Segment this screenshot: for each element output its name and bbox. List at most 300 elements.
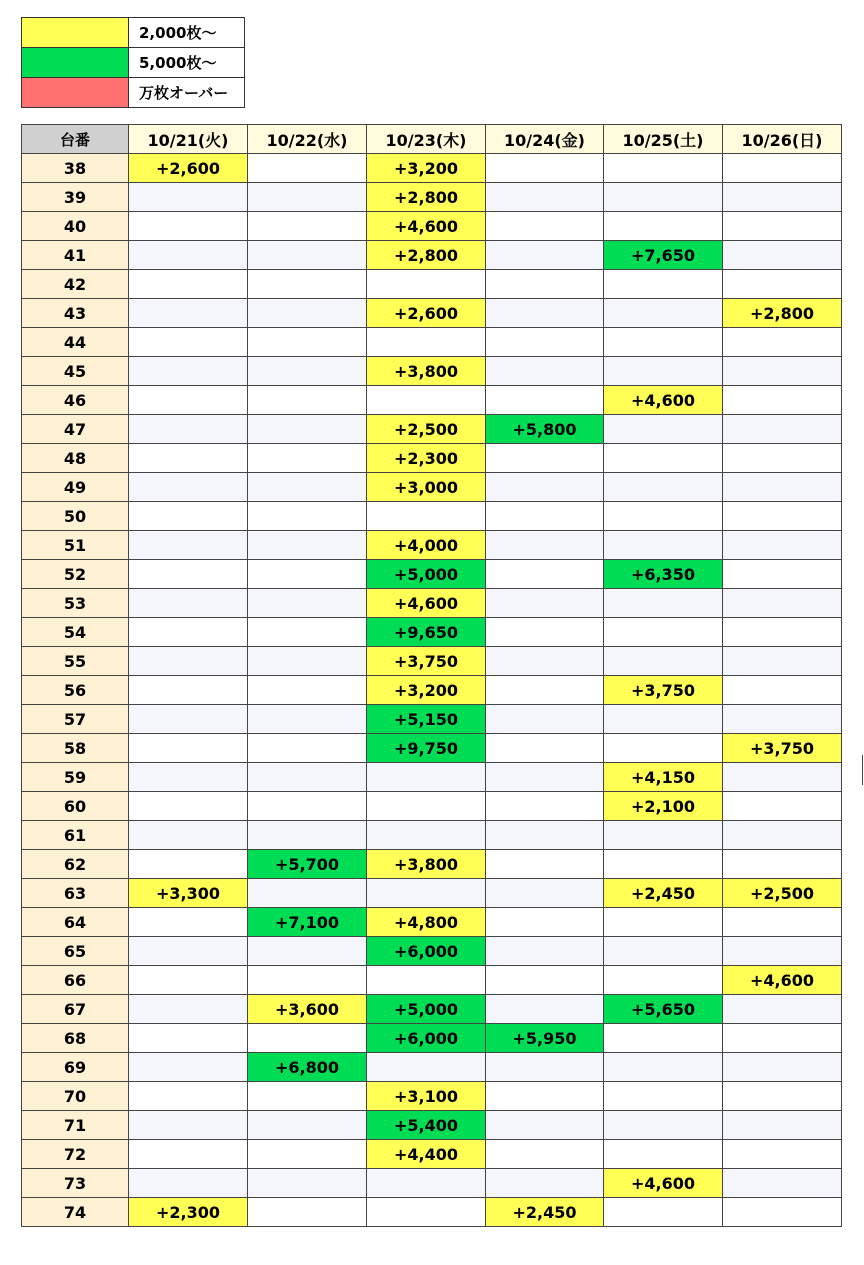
date-header: 10/21(火): [129, 125, 248, 154]
result-cell: +7,650: [604, 241, 723, 270]
table-row: [22, 531, 842, 560]
result-cell: [723, 1082, 842, 1111]
result-cell: [604, 908, 723, 937]
result-cell: [486, 444, 604, 473]
result-cell: +3,200: [367, 154, 486, 183]
result-cell: +2,450: [604, 879, 723, 908]
result-cell: +6,350: [604, 560, 723, 589]
machine-number-cell: 56: [22, 676, 129, 705]
result-cell: [129, 328, 248, 357]
result-cell: [723, 792, 842, 821]
machine-number-cell: 47: [22, 415, 129, 444]
result-cell: [129, 212, 248, 241]
result-cell: +5,700: [248, 850, 367, 879]
table-row: [22, 995, 842, 1024]
result-cell: +2,800: [367, 183, 486, 212]
table-row: [22, 1024, 842, 1053]
machine-number-cell: 66: [22, 966, 129, 995]
result-cell: [129, 1169, 248, 1198]
machine-number-cell: 68: [22, 1024, 129, 1053]
result-cell: [248, 966, 367, 995]
result-cell: [604, 212, 723, 241]
color-legend: [21, 17, 245, 108]
result-cell: [723, 473, 842, 502]
result-cell: [367, 1053, 486, 1082]
result-cell: [129, 763, 248, 792]
result-cell: +3,100: [367, 1082, 486, 1111]
result-cell: [723, 1198, 842, 1227]
table-row: [22, 1169, 842, 1198]
legend-swatch: [22, 78, 129, 108]
machine-number-cell: 45: [22, 357, 129, 386]
result-cell: [604, 1082, 723, 1111]
result-cell: [604, 937, 723, 966]
result-cell: [129, 560, 248, 589]
result-cell: [248, 1024, 367, 1053]
result-cell: [248, 444, 367, 473]
table-row: [22, 1053, 842, 1082]
result-cell: [604, 154, 723, 183]
result-cell: [248, 647, 367, 676]
result-cell: [723, 560, 842, 589]
result-cell: [604, 357, 723, 386]
result-cell: [129, 299, 248, 328]
table-row: [22, 676, 842, 705]
machine-number-cell: 46: [22, 386, 129, 415]
result-cell: [129, 966, 248, 995]
result-cell: +3,600: [248, 995, 367, 1024]
machine-number-cell: 38: [22, 154, 129, 183]
result-cell: +3,000: [367, 473, 486, 502]
result-cell: +9,750: [367, 734, 486, 763]
result-cell: [486, 357, 604, 386]
result-cell: [248, 1082, 367, 1111]
result-cell: +3,750: [367, 647, 486, 676]
result-cell: [248, 299, 367, 328]
result-cell: [486, 937, 604, 966]
result-cell: [129, 444, 248, 473]
table-row: [22, 792, 842, 821]
result-cell: [723, 1169, 842, 1198]
machine-number-cell: 54: [22, 618, 129, 647]
result-cell: [367, 1169, 486, 1198]
result-cell: +9,650: [367, 618, 486, 647]
result-cell: [486, 299, 604, 328]
result-cell: [604, 531, 723, 560]
result-cell: [604, 821, 723, 850]
result-cell: [723, 415, 842, 444]
result-cell: [723, 1111, 842, 1140]
result-cell: [486, 154, 604, 183]
result-cell: +7,100: [248, 908, 367, 937]
result-cell: [723, 908, 842, 937]
result-cell: [723, 618, 842, 647]
result-cell: +6,000: [367, 1024, 486, 1053]
result-cell: [486, 1169, 604, 1198]
table-row: [22, 966, 842, 995]
result-cell: [486, 1111, 604, 1140]
result-cell: +4,600: [604, 386, 723, 415]
result-cell: +2,450: [486, 1198, 604, 1227]
result-cell: +4,600: [367, 589, 486, 618]
result-cell: [723, 386, 842, 415]
result-cell: [129, 908, 248, 937]
result-cell: +3,200: [367, 676, 486, 705]
result-cell: [248, 531, 367, 560]
result-cell: [248, 1140, 367, 1169]
machine-number-cell: 57: [22, 705, 129, 734]
result-cell: [129, 705, 248, 734]
result-cell: [604, 270, 723, 299]
result-cell: [604, 502, 723, 531]
result-cell: [248, 763, 367, 792]
result-cell: [723, 676, 842, 705]
result-cell: +4,150: [604, 763, 723, 792]
table-row: [22, 937, 842, 966]
result-cell: [367, 386, 486, 415]
result-cell: [248, 560, 367, 589]
result-cell: [723, 270, 842, 299]
result-cell: [248, 502, 367, 531]
machine-number-cell: 73: [22, 1169, 129, 1198]
date-header: 10/23(木): [367, 125, 486, 154]
result-cell: [486, 270, 604, 299]
result-cell: +5,150: [367, 705, 486, 734]
machine-number-cell: 62: [22, 850, 129, 879]
result-cell: [486, 589, 604, 618]
table-row: [22, 589, 842, 618]
result-cell: [486, 473, 604, 502]
machine-number-cell: 43: [22, 299, 129, 328]
machine-number-cell: 69: [22, 1053, 129, 1082]
result-cell: [248, 386, 367, 415]
table-row: [22, 270, 842, 299]
result-cell: [486, 1053, 604, 1082]
result-cell: [723, 647, 842, 676]
machine-number-cell: 65: [22, 937, 129, 966]
legend-label: 5,000枚～: [129, 48, 245, 78]
result-cell: [723, 1053, 842, 1082]
result-cell: [248, 154, 367, 183]
machine-number-header: 台番: [22, 125, 129, 154]
table-row: [22, 821, 842, 850]
result-cell: [129, 850, 248, 879]
table-row: [22, 444, 842, 473]
result-cell: +3,800: [367, 357, 486, 386]
result-cell: [129, 415, 248, 444]
result-cell: [367, 821, 486, 850]
result-cell: [604, 1198, 723, 1227]
result-cell: [723, 589, 842, 618]
stray-border-line: [862, 755, 863, 785]
table-row: [22, 154, 842, 183]
result-cell: [367, 1198, 486, 1227]
table-header-row: [22, 125, 842, 154]
result-cell: [129, 821, 248, 850]
result-cell: [129, 1140, 248, 1169]
machine-number-cell: 49: [22, 473, 129, 502]
result-cell: [248, 676, 367, 705]
result-cell: +2,500: [367, 415, 486, 444]
result-cell: [129, 357, 248, 386]
date-header: 10/24(金): [486, 125, 604, 154]
result-cell: [129, 589, 248, 618]
result-cell: [129, 734, 248, 763]
result-cell: [248, 270, 367, 299]
result-cell: +5,400: [367, 1111, 486, 1140]
result-cell: [129, 937, 248, 966]
machine-number-cell: 67: [22, 995, 129, 1024]
result-cell: [604, 850, 723, 879]
date-header: 10/26(日): [723, 125, 842, 154]
result-cell: [248, 415, 367, 444]
result-cell: +2,500: [723, 879, 842, 908]
result-cell: [129, 1024, 248, 1053]
result-cell: +4,000: [367, 531, 486, 560]
result-cell: [129, 531, 248, 560]
result-cell: +5,950: [486, 1024, 604, 1053]
result-cell: [129, 473, 248, 502]
result-cell: [129, 647, 248, 676]
result-cell: +3,800: [367, 850, 486, 879]
result-cell: +4,400: [367, 1140, 486, 1169]
machine-number-cell: 50: [22, 502, 129, 531]
result-cell: [486, 560, 604, 589]
result-cell: [723, 763, 842, 792]
result-cell: [248, 241, 367, 270]
machine-number-cell: 63: [22, 879, 129, 908]
date-header: 10/22(水): [248, 125, 367, 154]
table-row: [22, 183, 842, 212]
table-row: [22, 473, 842, 502]
result-cell: [723, 1024, 842, 1053]
result-cell: [604, 183, 723, 212]
legend-label: 万枚オーバー: [129, 78, 245, 108]
result-cell: [486, 821, 604, 850]
result-cell: [723, 531, 842, 560]
result-cell: [723, 995, 842, 1024]
result-cell: +6,800: [248, 1053, 367, 1082]
result-cell: [248, 212, 367, 241]
result-cell: [604, 299, 723, 328]
result-cell: +4,800: [367, 908, 486, 937]
table-body: [22, 154, 842, 1227]
result-cell: +4,600: [723, 966, 842, 995]
result-cell: +5,000: [367, 995, 486, 1024]
result-cell: [723, 821, 842, 850]
table-row: [22, 879, 842, 908]
result-cell: [723, 444, 842, 473]
result-cell: [604, 734, 723, 763]
result-cell: +2,800: [723, 299, 842, 328]
result-cell: [486, 183, 604, 212]
result-cell: +3,300: [129, 879, 248, 908]
machine-number-cell: 64: [22, 908, 129, 937]
result-cell: [129, 676, 248, 705]
result-cell: [248, 705, 367, 734]
machine-number-cell: 70: [22, 1082, 129, 1111]
result-cell: [604, 647, 723, 676]
legend-row: [22, 78, 245, 108]
result-cell: [486, 734, 604, 763]
result-cell: [604, 618, 723, 647]
result-cell: [723, 212, 842, 241]
result-cell: +4,600: [604, 1169, 723, 1198]
table-row: [22, 1111, 842, 1140]
result-cell: [486, 328, 604, 357]
result-cell: [248, 937, 367, 966]
result-cell: [248, 183, 367, 212]
result-cell: [486, 502, 604, 531]
machine-number-cell: 42: [22, 270, 129, 299]
machine-number-cell: 55: [22, 647, 129, 676]
result-cell: [129, 1111, 248, 1140]
result-cell: [486, 386, 604, 415]
result-cell: +2,100: [604, 792, 723, 821]
result-cell: [248, 618, 367, 647]
result-cell: [486, 531, 604, 560]
result-cell: +6,000: [367, 937, 486, 966]
result-cell: [248, 1169, 367, 1198]
result-cell: [129, 270, 248, 299]
table-row: [22, 1140, 842, 1169]
result-cell: [723, 850, 842, 879]
legend-label: 2,000枚～: [129, 18, 245, 48]
machine-number-cell: 74: [22, 1198, 129, 1227]
result-cell: [486, 618, 604, 647]
table-row: [22, 415, 842, 444]
result-cell: [367, 879, 486, 908]
result-cell: [248, 879, 367, 908]
result-cell: [248, 1111, 367, 1140]
result-cell: [248, 473, 367, 502]
result-cell: [486, 1140, 604, 1169]
result-cell: [367, 328, 486, 357]
result-cell: [129, 386, 248, 415]
machine-number-cell: 51: [22, 531, 129, 560]
table-row: [22, 908, 842, 937]
table-row: [22, 763, 842, 792]
table-row: [22, 241, 842, 270]
result-cell: [486, 647, 604, 676]
result-cell: [723, 183, 842, 212]
result-cell: [604, 589, 723, 618]
machine-number-cell: 44: [22, 328, 129, 357]
result-cell: [486, 1082, 604, 1111]
machine-number-cell: 58: [22, 734, 129, 763]
table-row: [22, 734, 842, 763]
legend-swatch: [22, 18, 129, 48]
table-row: [22, 386, 842, 415]
table-row: [22, 212, 842, 241]
table-row: [22, 502, 842, 531]
result-cell: [486, 908, 604, 937]
result-cell: [604, 1111, 723, 1140]
result-cell: [248, 357, 367, 386]
result-cell: +3,750: [723, 734, 842, 763]
result-cell: [723, 154, 842, 183]
result-cell: [129, 183, 248, 212]
result-cell: [129, 792, 248, 821]
result-cell: [248, 734, 367, 763]
result-cell: [486, 212, 604, 241]
table-row: [22, 1082, 842, 1111]
result-cell: +2,300: [129, 1198, 248, 1227]
table-row: [22, 1198, 842, 1227]
result-cell: [486, 676, 604, 705]
result-cell: [367, 270, 486, 299]
machine-number-cell: 48: [22, 444, 129, 473]
result-cell: [486, 763, 604, 792]
result-cell: [723, 937, 842, 966]
result-cell: [604, 1140, 723, 1169]
machine-number-cell: 52: [22, 560, 129, 589]
machine-number-cell: 41: [22, 241, 129, 270]
machine-number-cell: 60: [22, 792, 129, 821]
result-cell: +2,600: [129, 154, 248, 183]
result-cell: [248, 792, 367, 821]
result-cell: [129, 241, 248, 270]
result-cell: [129, 1053, 248, 1082]
result-cell: +3,750: [604, 676, 723, 705]
result-cell: [129, 995, 248, 1024]
machine-number-cell: 39: [22, 183, 129, 212]
result-cell: [248, 589, 367, 618]
result-cell: [486, 792, 604, 821]
result-cell: [248, 328, 367, 357]
result-cell: [367, 763, 486, 792]
machine-number-cell: 71: [22, 1111, 129, 1140]
result-cell: [486, 705, 604, 734]
result-cell: +5,800: [486, 415, 604, 444]
result-cell: [604, 1024, 723, 1053]
result-cell: [367, 966, 486, 995]
result-cell: [129, 502, 248, 531]
machine-number-cell: 72: [22, 1140, 129, 1169]
result-cell: +2,600: [367, 299, 486, 328]
result-cell: +4,600: [367, 212, 486, 241]
result-cell: [723, 1140, 842, 1169]
table-row: [22, 560, 842, 589]
result-cell: [486, 241, 604, 270]
result-cell: [604, 328, 723, 357]
machine-number-cell: 53: [22, 589, 129, 618]
table-row: [22, 647, 842, 676]
result-cell: [723, 705, 842, 734]
result-cell: +2,300: [367, 444, 486, 473]
table-row: [22, 357, 842, 386]
results-table: [21, 124, 842, 1227]
legend-swatch: [22, 48, 129, 78]
result-cell: [604, 705, 723, 734]
machine-number-cell: 40: [22, 212, 129, 241]
legend-row: [22, 18, 245, 48]
result-cell: [486, 966, 604, 995]
result-cell: [604, 444, 723, 473]
result-cell: [723, 241, 842, 270]
result-cell: [486, 995, 604, 1024]
machine-number-cell: 59: [22, 763, 129, 792]
result-cell: [723, 357, 842, 386]
result-cell: [604, 473, 723, 502]
date-header: 10/25(土): [604, 125, 723, 154]
result-cell: [367, 792, 486, 821]
legend-row: [22, 48, 245, 78]
result-cell: +2,800: [367, 241, 486, 270]
table-row: [22, 328, 842, 357]
result-cell: [367, 502, 486, 531]
machine-number-cell: 61: [22, 821, 129, 850]
